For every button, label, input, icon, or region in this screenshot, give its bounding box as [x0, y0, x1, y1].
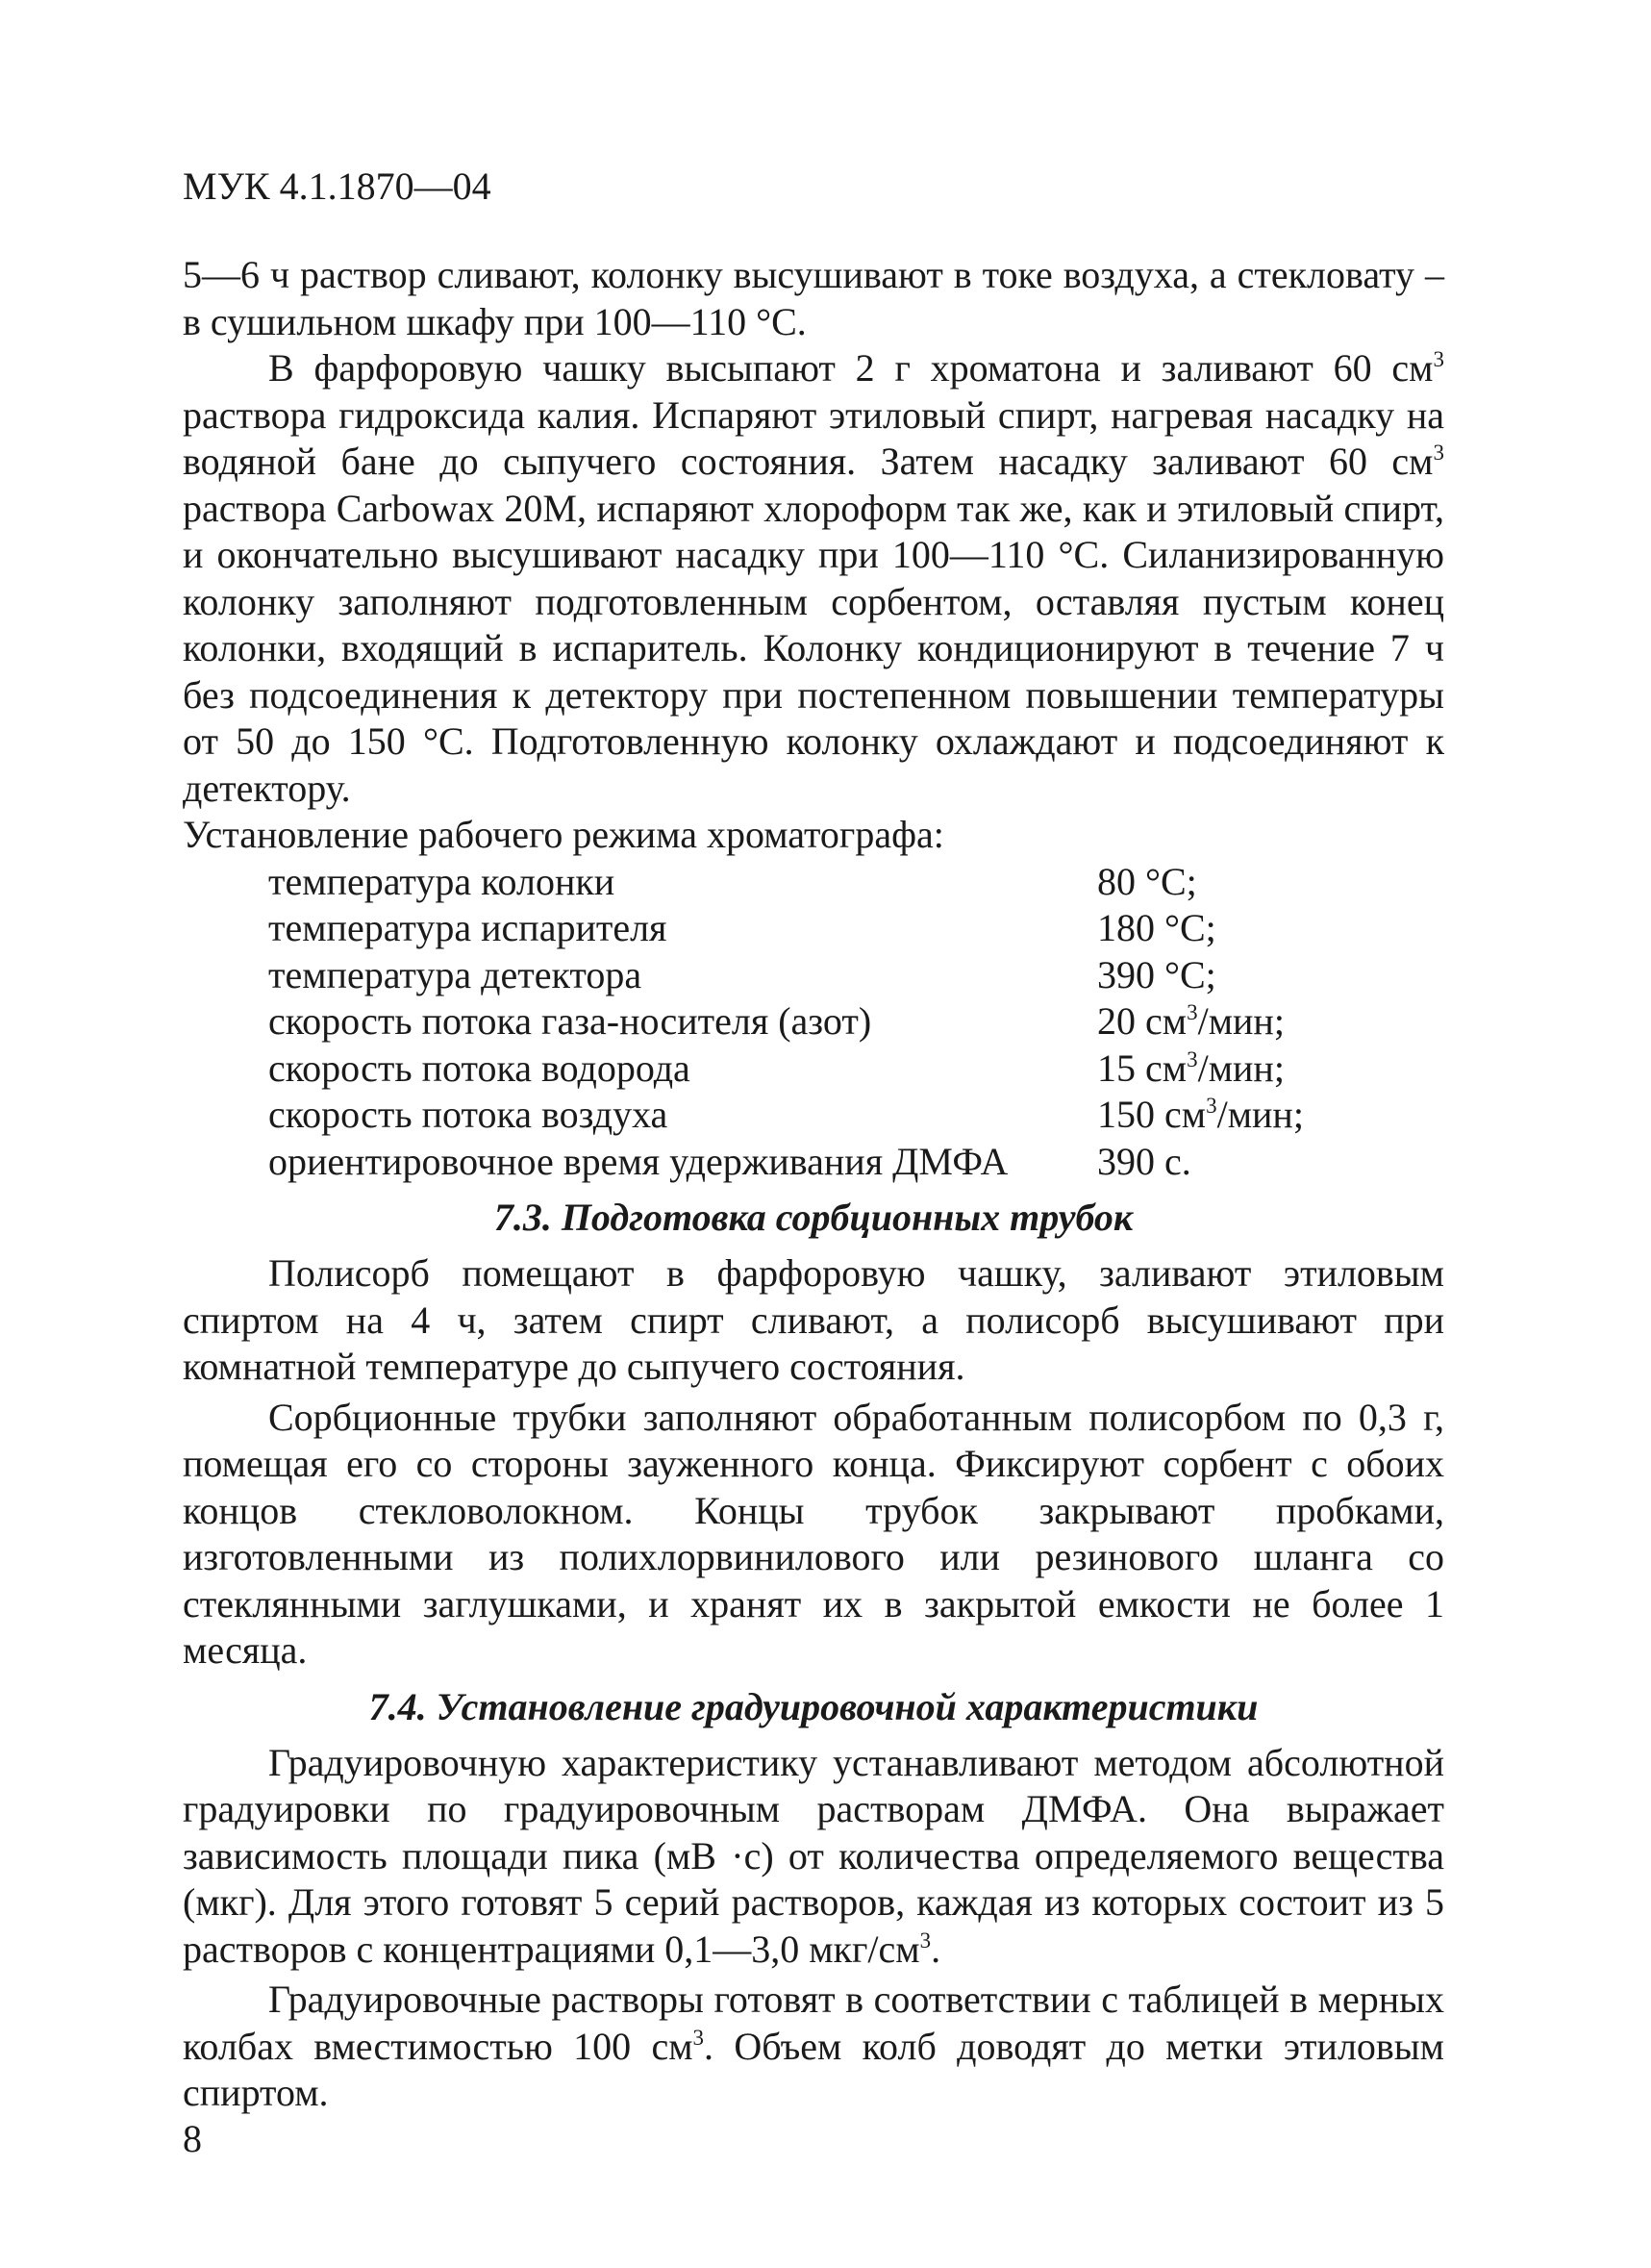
superscript: 3: [1433, 441, 1444, 465]
mode-value-post: /мин;: [1197, 999, 1285, 1043]
mode-label: ориентировочное время удерживания ДМФА: [268, 1139, 1009, 1183]
paragraph-calibration-solutions: [183, 1977, 1444, 2117]
mode-row: [268, 1046, 1444, 1093]
section-heading-7-4: 7.4. Установление градуировочной характеристики: [368, 1684, 1259, 1728]
paragraph-polysorb: Полисорб помещают в фарфоровую чашку, заливают этиловым спиртом на 4 ч, затем спирт сливают, а полисорб высушивают при комнатной температуре до сыпучего состояния.: [183, 1251, 1444, 1388]
superscript: 3: [1187, 1000, 1198, 1024]
operating-mode-list: [268, 859, 1444, 1186]
mode-value: [1097, 998, 1285, 1046]
mode-row: [268, 998, 1444, 1046]
mode-row: [268, 1139, 1444, 1186]
paragraph-packing-preparation: [183, 345, 1444, 812]
calibration-text-end: .: [931, 1927, 941, 1971]
paragraph-drying: 5—6 ч раствор сливают, колонку высушивают в токе воздуха, а стекловату – в сушильном шкафу при 100—110 °С.: [183, 253, 1444, 343]
packing-text-3: раствора Carbowax 20М, испаряют хлороформ так же, как и этиловый спирт, и окончательно высушивают насадку при 100—110 °С. Силанизированную колонку заполняют подготовленным сорбентом, оставляя пустым конец колонки, входящий в испаритель. Колонку кондиционируют в течение 7 ч без подсоединения к детектору при постепенном повышении температуры от 50 до 150 °С. Подготовленную колонку охлаждают и подсоединяют к детектору.: [183, 486, 1444, 810]
paragraph-calibration: [183, 1740, 1444, 1974]
mode-label: скорость потока воздуха: [268, 1093, 668, 1136]
mode-label: температура колонки: [268, 859, 615, 903]
paragraph-sorption-tubes: Сорбционные трубки заполняют обработанным полисорбом по 0,3 г, помещая его со стороны зауженного конца. Фиксируют сорбент с обоих концов стекловолокном. Концы трубок закрывают пробками, изготовленными из полихлорвинилового или резинового шланга со стеклянными заглушками, и хранят их в закрытой емкости не более 1 месяца.: [183, 1395, 1444, 1672]
solutions-text: Градуировочные растворы готовят в соответствии с таблицей в мерных колбах вместимостью 100 см: [183, 1978, 1444, 2068]
mode-row: [268, 905, 1444, 952]
superscript: 3: [1187, 1046, 1198, 1071]
mode-value-pre: 150 см: [1097, 1093, 1207, 1136]
mode-value: [1097, 1092, 1304, 1139]
mode-label: температура испарителя: [268, 906, 667, 949]
superscript: 3: [692, 2025, 705, 2050]
mode-value: 390 °С;: [1097, 952, 1216, 996]
mode-row: [268, 952, 1444, 999]
mode-value-pre: 20 см: [1097, 999, 1188, 1043]
superscript: 3: [1433, 347, 1444, 371]
calibration-text: Градуировочную характеристику устанавливают методом абсолютной градуировки по градуировочным растворам ДМФА. Она выражает зависимость площади пика (мВ ·с) от количества определяемого вещества (мкг). Для этого готовят 5 серий растворов, каждая из которых состоит из 5 растворов с концентрациями 0,1—3,0 мкг/см: [183, 1740, 1444, 1971]
superscript: 3: [919, 1928, 932, 1953]
mode-row: [268, 1092, 1444, 1139]
mode-value-post: /мин;: [1216, 1093, 1304, 1136]
mode-value-pre: 15 см: [1097, 1046, 1188, 1090]
superscript: 3: [1206, 1094, 1217, 1118]
mode-label: температура детектора: [268, 952, 642, 996]
mode-value: 80 °С;: [1097, 859, 1197, 903]
page-number: 8: [183, 2117, 202, 2160]
mode-label: скорость потока водорода: [268, 1046, 690, 1090]
mode-value: 180 °С;: [1097, 906, 1216, 949]
mode-label: скорость потока газа-носителя (азот): [268, 999, 872, 1043]
document-body: [183, 252, 1444, 2117]
section-heading-7-3: 7.3. Подготовка сорбционных трубок: [493, 1196, 1134, 1239]
mode-value: [1097, 1046, 1285, 1093]
mode-value-post: /мин;: [1197, 1046, 1285, 1090]
solutions-text-end: . Объем колб доводят до метки этиловым спиртом.: [183, 2024, 1444, 2114]
mode-value: 390 с.: [1097, 1139, 1191, 1183]
mode-row: [268, 859, 1444, 906]
packing-text-1: В фарфоровую чашку высыпают 2 г хроматона и заливают 60 см: [268, 346, 1434, 390]
document-code-header: МУК 4.1.1870—04: [183, 164, 491, 208]
packing-text-2: раствора гидроксида калия. Испаряют этиловый спирт, нагревая насадку на водяной бане до сыпучего состояния. Затем насадку заливают 60 см: [183, 392, 1444, 483]
operating-mode-title: Установление рабочего режима хроматографа:: [183, 813, 944, 856]
